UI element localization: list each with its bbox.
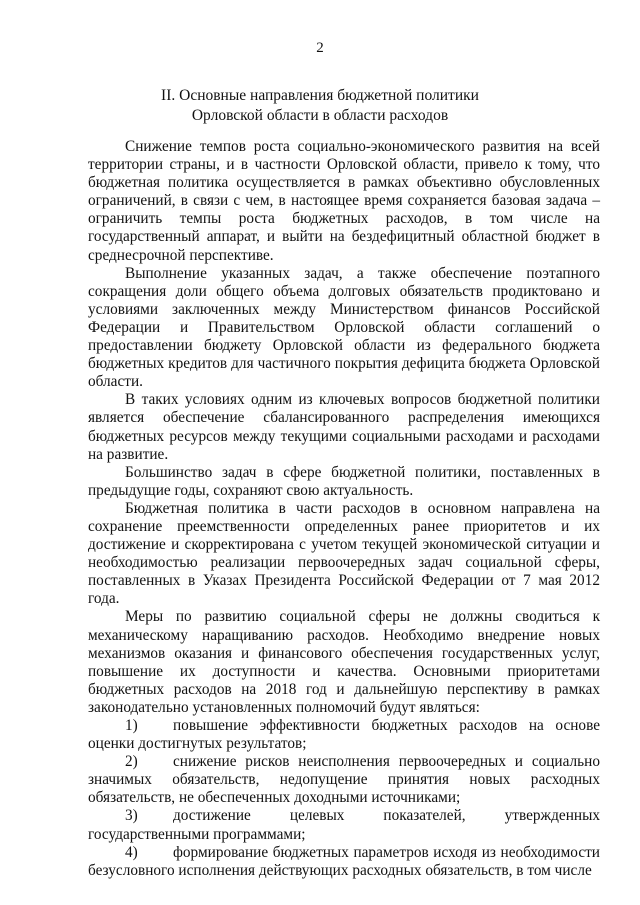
paragraph: Большинство задач в сфере бюджетной политики, поставленных в предыдущие годы, сохраняют свою актуальность. xyxy=(88,463,600,499)
list-item-number: 2) xyxy=(125,753,138,771)
page-number: 2 xyxy=(316,40,324,56)
paragraph: Бюджетная политика в части расходов в основном направлена на сохранение преемственности определенных ранее приоритетов и их достижение и скорректирована с учетом текущей экономической ситуации и необходимостью реализации первоочередных задач социальной сферы, поставленных в Указах Президента Российской Федерации от 7 мая 2012 года. xyxy=(88,499,600,608)
section-title-line-1: II. Основные направления бюджетной политики xyxy=(161,87,479,104)
list-item-text: формирование бюджетных параметров исходя из необходимости безусловного исполнения действующих расходных обязательств, в том числе xyxy=(88,843,600,879)
list-item-number: 3) xyxy=(125,807,138,825)
section-title xyxy=(0,86,640,126)
list-item-text: снижение рисков неисполнения первоочередных и социально значимых обязательств, недопущение принятия новых расходных обязательств, не обеспеченных доходными источниками; xyxy=(88,753,600,807)
list-item-text: достижение целевых показателей, утвержденных государственными программами; xyxy=(88,807,600,843)
list-item-number: 1) xyxy=(125,717,138,734)
list-item xyxy=(88,717,600,753)
paragraph: Снижение темпов роста социально-экономического развития на всей территории страны, и в частности Орловской области, привело к тому, что бюджетная политика осуществляется в рамках объективно обусловленных ограничений, в связи с чем, в настоящее время сохраняется базовая задача – ограничить темпы роста бюджетных расходов, в том числе на государственный аппарат, и выйти на бездефицитный областной бюджет в среднесрочной перспективе. xyxy=(88,138,600,264)
list-item xyxy=(88,753,600,807)
list-item-number: 4) xyxy=(125,843,138,861)
list-item-text: повышение эффективности бюджетных расходов на основе оценки достигнутых результатов; xyxy=(88,717,600,753)
paragraph: Выполнение указанных задач, а также обеспечение поэтапного сокращения доли общего объема долговых обязательств продиктовано и условиями заключенных между Министерством финансов Российской Федерации и Правительством Орловской области соглашений о предоставлении бюджету Орловской области из федерального бюджета бюджетных кредитов для частичного покрытия дефицита бюджета Орловской области. xyxy=(88,264,600,391)
list-item xyxy=(88,807,600,843)
list-item xyxy=(88,844,600,880)
body-text xyxy=(88,138,600,880)
paragraph: Меры по развитию социальной сферы не должны сводиться к механическому наращиванию расходов. Необходимо внедрение новых механизмов оказания и финансового обеспечения государственных услуг, повышение их доступности и качества. Основными приоритетами бюджетных расходов на 2018 год и дальнейшую перспективу в рамках законодательно установленных полномочий будут являться: xyxy=(88,608,600,716)
section-title-line-2: Орловской области в области расходов xyxy=(191,107,449,124)
paragraph: В таких условиях одним из ключевых вопросов бюджетной политики является обеспечение сбалансированного распределения имеющихся бюджетных ресурсов между текущими социальными расходами и расходами на развитие. xyxy=(88,391,600,463)
